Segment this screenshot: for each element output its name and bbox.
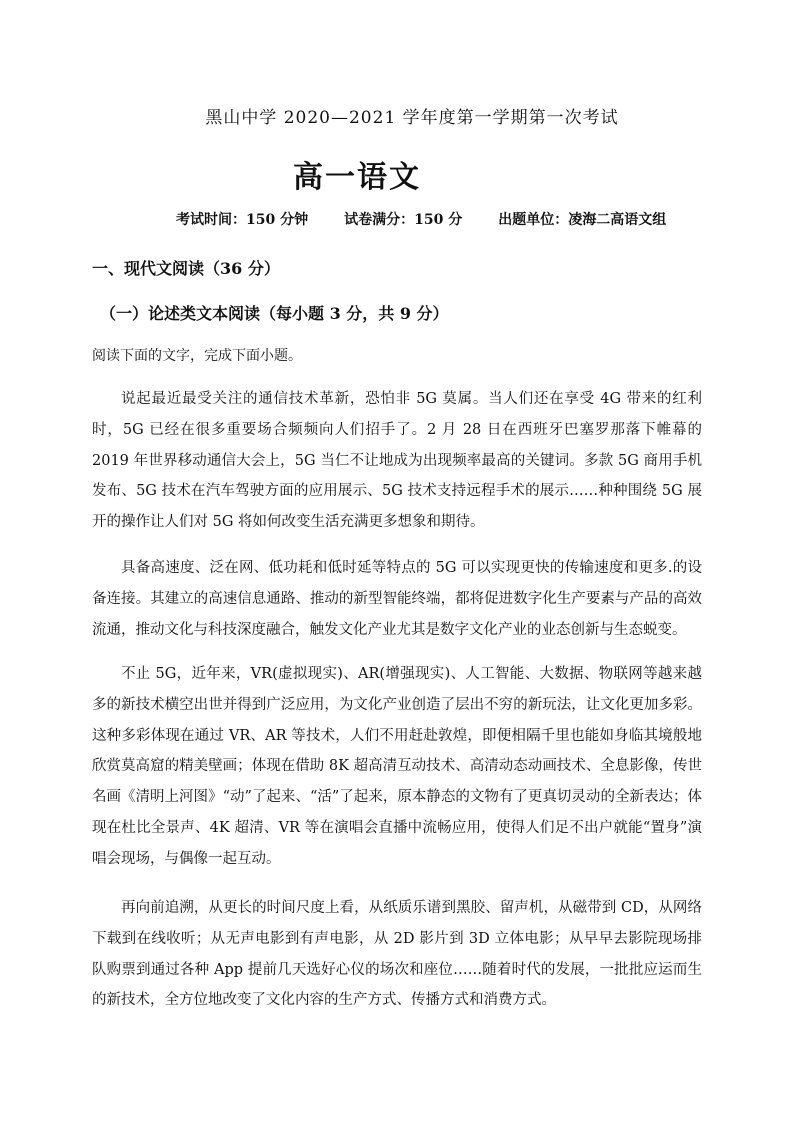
section-title: 一、现代文阅读（36 分） bbox=[92, 259, 280, 278]
exam-author: 出题单位：凌海二高语文组 bbox=[498, 212, 667, 228]
reading-instruction: 阅读下面的文字，完成下面小题。 bbox=[92, 348, 302, 364]
paragraph-1: 说起最近最受关注的通信技术革新，恐怕非 5G 莫属。当人们还在享受 4G 带来的红利时，5G 已经在很多重要场合频频向人们招手了。2 月 28 日在西班牙巴塞罗那落下帷幕的 2019 年世界移动通信大会上，5G 当仁不让地成为出现频率最高的关键词。多款 5G 商用手机发布、5G 技术在汽车驾驶方面的应用展示、5G 技术支持远程手术的展示……种种围绕 5G 展开的操作让人们对 5G 将如何改变生活充满更多想象和期待。 bbox=[92, 391, 702, 531]
exam-info-line bbox=[176, 209, 696, 229]
paragraph-4: 再向前追溯，从更长的时间尺度上看，从纸质乐谱到黑胶、留声机，从磁带到 CD，从网络下载到在线收听；从无声电影到有声电影，从 2D 影片到 3D 立体电影；从早早去影院现场排队购票到通过各种 App 提前几天选好心仪的场次和座位……随着时代的发展，一批批应运而生的新技术，全方位地改变了文化内容的生产方式、传播方式和消费方式。 bbox=[92, 900, 702, 1009]
full-score: 试卷满分：150 分 bbox=[344, 212, 463, 228]
section-subtitle: （一）论述类文本阅读（每小题 3 分，共 9 分） bbox=[100, 304, 449, 323]
subject-title: 高一语文 bbox=[293, 160, 421, 195]
paragraph-3: 不止 5G，近年来，VR(虚拟现实)、AR(增强现实)、人工智能、大数据、物联网等越来越多的新技术横空出世并得到广泛应用，为文化产业创造了层出不穷的新玩法，让文化更加多彩。这种多彩体现在通过 VR、AR 等技术，人们不用赶赴敦煌，即便相隔千里也能如身临其境般地欣赏莫高窟的精美壁画；体现在借助 8K 超高清互动技术、高清动态动画技术、全息影像，传世名画《清明上河图》“动”了起来、“活”了起来，原本静态的文物有了更真切灵动的全新表达；体现在杜比全景声、4K 超清、VR 等在演唱会直播中流畅应用，使得人们足不出户就能“置身”演唱会现场，与偶像一起互动。 bbox=[92, 666, 702, 867]
paragraph-2: 具备高速度、泛在网、低功耗和低时延等特点的 5G 可以实现更快的传输速度和更多.的设备连接。其建立的高速信息通路、推动的新型智能终端，都将促进数字化生产要素与产品的高效流通，推动文化与科技深度融合，触发文化产业尤其是数字文化产业的业态创新与生态蜕变。 bbox=[92, 560, 702, 638]
school-exam-title: 黑山中学 2020—2021 学年度第一学期第一次考试 bbox=[205, 108, 619, 128]
exam-time: 考试时间：150 分钟 bbox=[176, 212, 309, 228]
